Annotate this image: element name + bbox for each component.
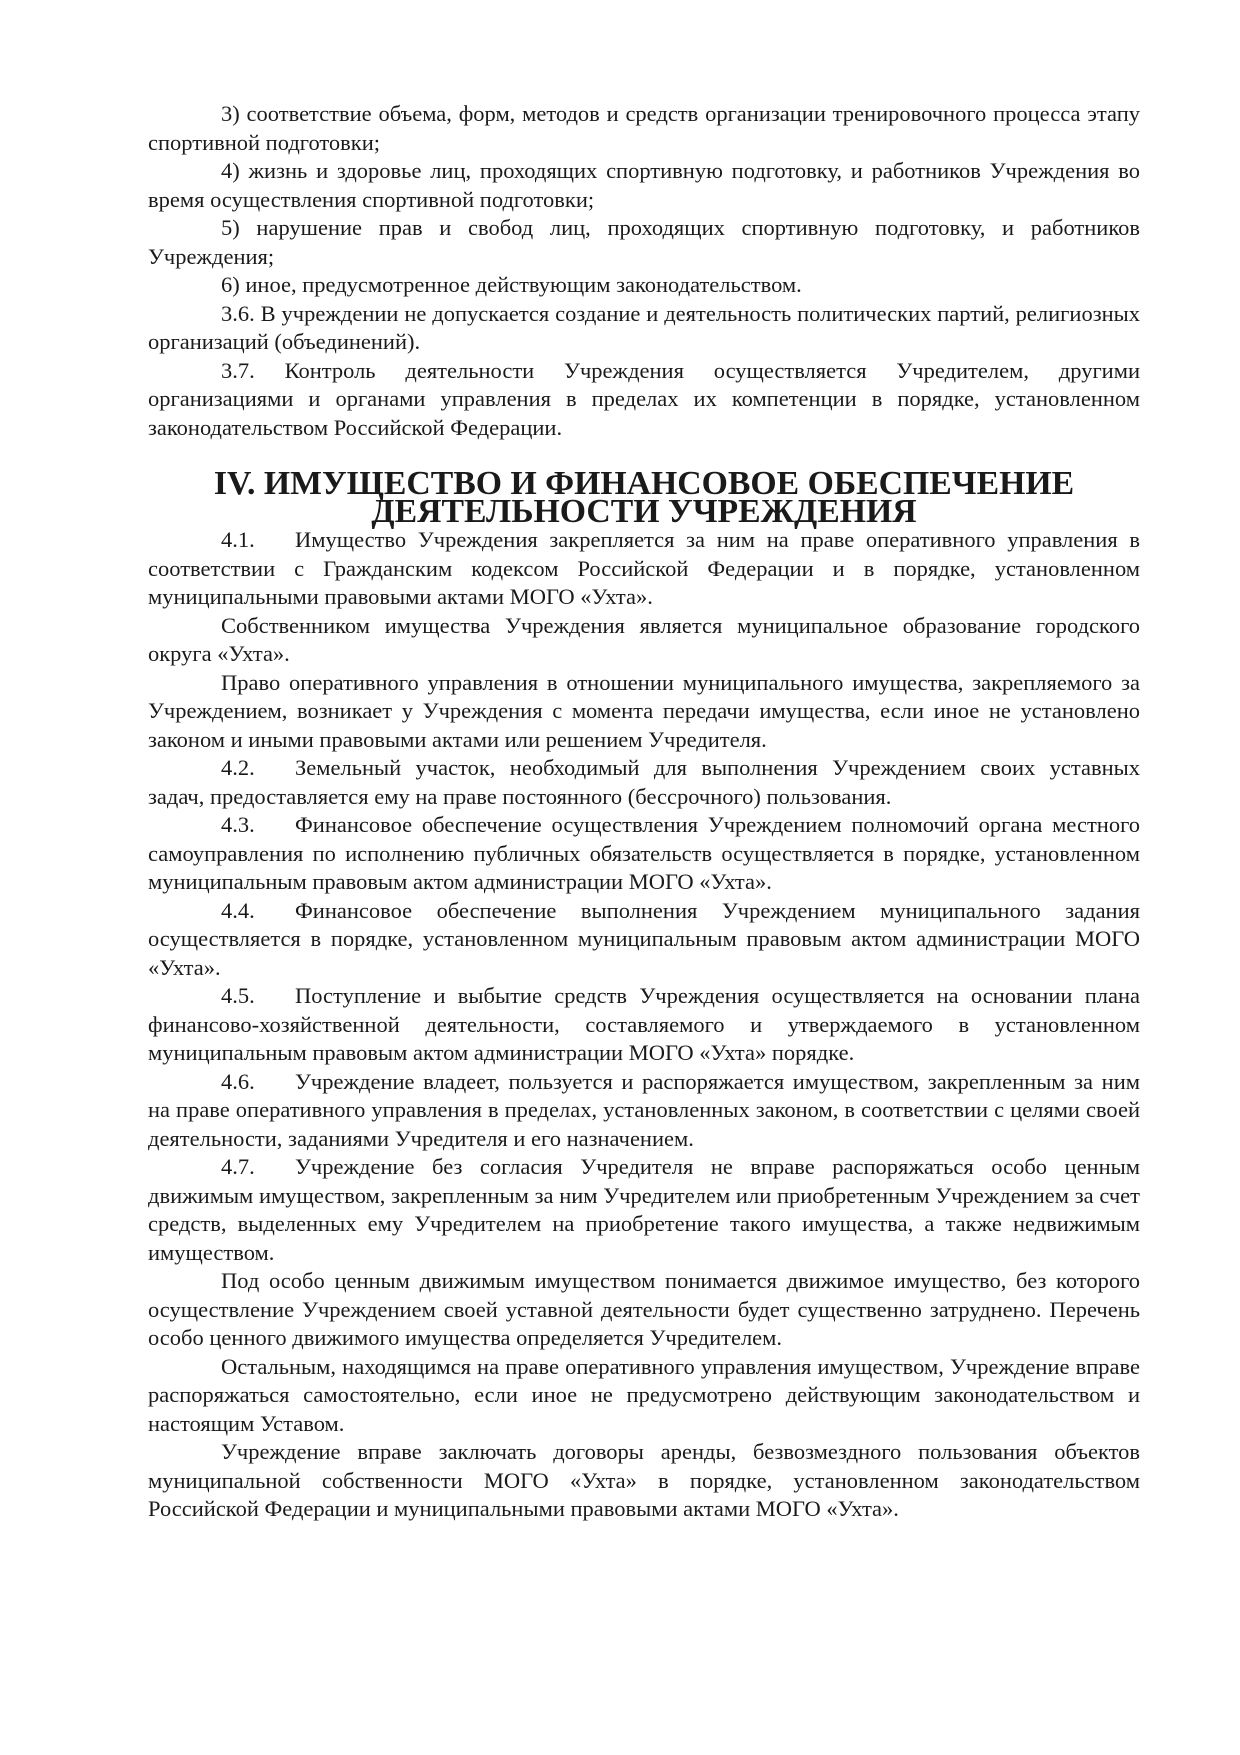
paragraph-4-6 [148, 1068, 1140, 1154]
clause-number: 4.2. [221, 755, 255, 780]
paragraph-4-3 [148, 811, 1140, 897]
paragraph-text: Учреждение владеет, пользуется и распоряжается имуществом, закрепленным за ним на праве оперативного управления в пределах, установленных законом, в соответствии с целями своей деятельности, заданиями Учредителя и его назначением. [148, 1068, 1140, 1151]
clause-number: 4.1. [221, 527, 255, 552]
paragraph-4-2 [148, 754, 1140, 811]
paragraph-4-5 [148, 982, 1140, 1068]
paragraph-6: 6) иное, предусмотренное действующим законодательством. [221, 272, 802, 297]
paragraph-text: Финансовое обеспечение выполнения Учреждением муниципального задания осуществляется в порядке, установленном муниципальным правовым актом администрации МОГО «Ухта». [148, 897, 1140, 980]
paragraph-4-4 [148, 897, 1140, 983]
section-heading-line-2: ДЕЯТЕЛЬНОСТИ УЧРЕЖДЕНИЯ [371, 493, 917, 530]
paragraph-text: Учреждение без согласия Учредителя не вправе распоряжаться особо ценным движимым имуществом, закрепленным за ним Учредителем или приобретенным Учреждением за счет средств, выделенных ему Учредителем на приобретение такого имущества, а также недвижимым имуществом. [148, 1154, 1140, 1265]
section-heading-line-1: IV. ИМУЩЕСТВО И ФИНАНСОВОЕ ОБЕСПЕЧЕНИЕ [213, 465, 1075, 502]
document-page [148, 100, 1140, 1524]
paragraph-text: Финансовое обеспечение осуществления Учреждением полномочий органа местного самоуправления по исполнению публичных обязательств осуществляется в порядке, установленном муниципальным правовым актом администрации МОГО «Ухта». [148, 812, 1140, 894]
paragraph-4-1 [148, 526, 1140, 612]
clause-number: 4.6. [221, 1068, 255, 1094]
paragraph-4-1-owner: Собственником имущества Учреждения является муниципальное образование городского округа «Ухта». [148, 612, 1140, 666]
paragraph-4-1-right: Право оперативного управления в отношении муниципального имущества, закрепляемого за Учреждением, возникает у Учреждения с момента передачи имущества, если иное не установлено законом и иными правовыми актами или решением Учредителя. [148, 669, 1140, 752]
clause-number: 4.4. [221, 897, 255, 923]
paragraph-4: 4) жизнь и здоровье лиц, проходящих спортивную подготовку, и работников Учреждения во время осуществления спортивной подготовки; [148, 158, 1140, 212]
clause-number: 4.3. [221, 812, 255, 837]
clause-number: 4.7. [221, 1154, 255, 1179]
paragraph-3-6: 3.6. В учреждении не допускается создание и деятельность политических партий, религиозных организаций (объединений). [148, 300, 1140, 354]
paragraph-text: Поступление и выбытие средств Учреждения осуществляется на основании плана финансово-хозяйственной деятельности, составляемого и утверждаемого в установленном муниципальным правовым актом администрации МОГО «Ухта» порядке. [148, 983, 1140, 1065]
paragraph-4-7-rest: Остальным, находящимся на праве оперативного управления имуществом, Учреждение вправе распоряжаться самостоятельно, если иное не предусмотрено действующим законодательством и настоящим Уставом. [148, 1353, 1140, 1436]
paragraph-4-7 [148, 1153, 1140, 1267]
paragraph-4-7-lease: Учреждение вправе заключать договоры аренды, безвозмездного пользования объектов муниципальной собственности МОГО «Ухта» в порядке, установленном законодательством Российской Федерации и муниципальными правовыми актами МОГО «Ухта». [148, 1439, 1140, 1521]
section-heading [148, 442, 1140, 530]
paragraph-5: 5) нарушение прав и свобод лиц, проходящих спортивную подготовку, и работников Учреждения; [148, 215, 1140, 269]
paragraph-3-7: 3.7. Контроль деятельности Учреждения осуществляется Учредителем, другими организациями и органами управления в пределах их компетенции в порядке, установленном законодательством Российской Федерации. [148, 357, 1140, 440]
paragraph-text: Имущество Учреждения закрепляется за ним на праве оперативного управления в соответствии с Гражданским кодексом Российской Федерации и в порядке, установленном муниципальными правовыми актами МОГО «Ухта». [148, 527, 1140, 609]
paragraph-text: Земельный участок, необходимый для выполнения Учреждением своих уставных задач, предоставляется ему на праве постоянного (бессрочного) пользования. [148, 755, 1140, 809]
paragraph-3: 3) соответствие объема, форм, методов и средств организации тренировочного процесса этапу спортивной подготовки; [148, 101, 1140, 155]
clause-number: 4.5. [221, 983, 255, 1008]
paragraph-4-7-valuable: Под особо ценным движимым имуществом понимается движимое имущество, без которого осуществление Учреждением своей уставной деятельности будет существенно затруднено. Перечень особо ценного движимого имущества определяется Учредителем. [148, 1268, 1140, 1350]
